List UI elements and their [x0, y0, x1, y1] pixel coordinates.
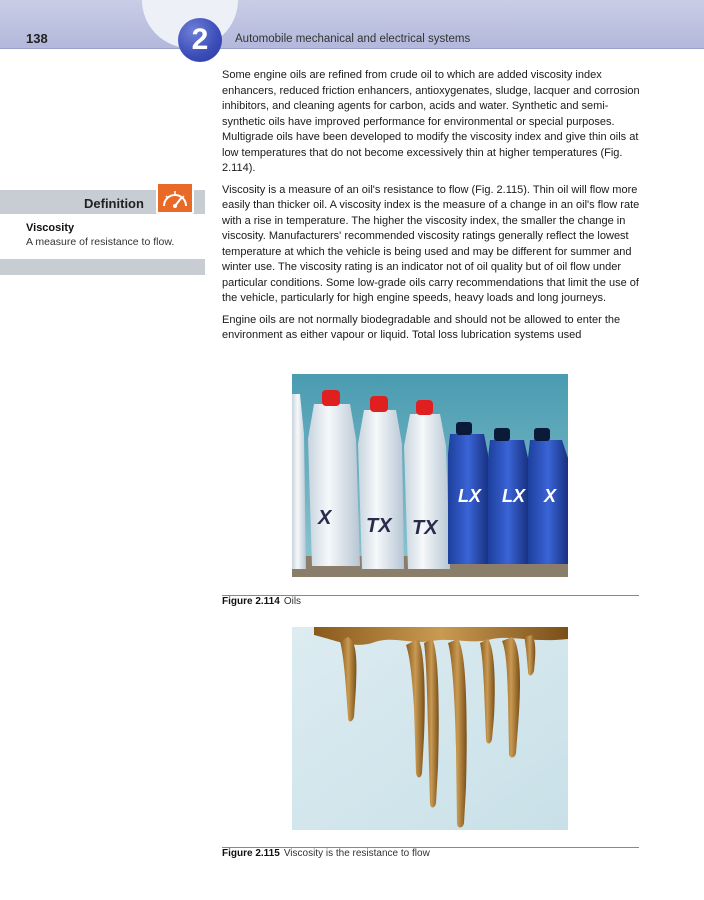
svg-text:TX: TX: [366, 515, 392, 537]
svg-text:X: X: [318, 507, 332, 529]
running-title: Automobile mechanical and electrical systems: [235, 33, 471, 45]
figure-caption: [222, 848, 430, 859]
figure-caption-text: Viscosity is the resistance to flow: [283, 848, 430, 859]
svg-text:X: X: [544, 486, 557, 506]
gauge-icon: [156, 182, 194, 214]
figure-label: Figure 2.114: [222, 596, 280, 607]
header-rule: [0, 48, 704, 49]
svg-text:LX: LX: [458, 486, 482, 506]
body-text: [222, 68, 642, 350]
paragraph: Engine oils are not normally biodegradable and should not be allowed to enter the environment as either vapour or liquid. Total loss lubrication systems used: [222, 313, 621, 341]
definition-title: Definition: [84, 196, 144, 211]
oil-bottles-photo: [292, 374, 568, 577]
page-number: 138: [26, 31, 48, 46]
definition-description: A measure of resistance to flow.: [26, 236, 175, 248]
svg-text:TX: TX: [412, 517, 438, 539]
chapter-badge: 2: [178, 18, 222, 62]
figure-label: Figure 2.115: [222, 848, 280, 859]
figure-caption-text: Oils: [283, 596, 302, 607]
definition-term: Viscosity: [26, 222, 75, 234]
paragraph: Some engine oils are refined from crude oil to which are added viscosity index enhancers, reduced friction enhancers, antioxygenates, sludge, lacquer and corrosion inhibitors, and cleaning agents for carbon, acids and water. Synthetic and semi-synthetic oils have improved performance for environmental or special purposes. Multigrade oils have been developed to modify the viscosity index and give thin oils at low temperatures that do not become excessively thin at higher temperatures (Fig. 2.114).: [222, 69, 640, 174]
figure-caption: [222, 596, 301, 607]
paragraph: Viscosity is a measure of an oil's resistance to flow (Fig. 2.115). Thin oil will flow more easily than thicker oil. A viscosity index is the measure of a change in an oil's flow rate with a rise in temperature. The higher the viscosity index, the smaller the change in viscosity. Manufacturers' recommended viscosity ratings generally reflect the lowest temperature at which the vehicle is being used and may be different for summer and winter use. The viscosity rating is an indicator not of oil quality but of oil flow under particular conditions. Some low-grade oils carry recommendations that limit the use of the vehicle, particularly for high engine speeds, heavy loads and long journeys.: [222, 183, 640, 304]
oil-drip-photo: [292, 627, 568, 830]
svg-text:LX: LX: [502, 486, 526, 506]
